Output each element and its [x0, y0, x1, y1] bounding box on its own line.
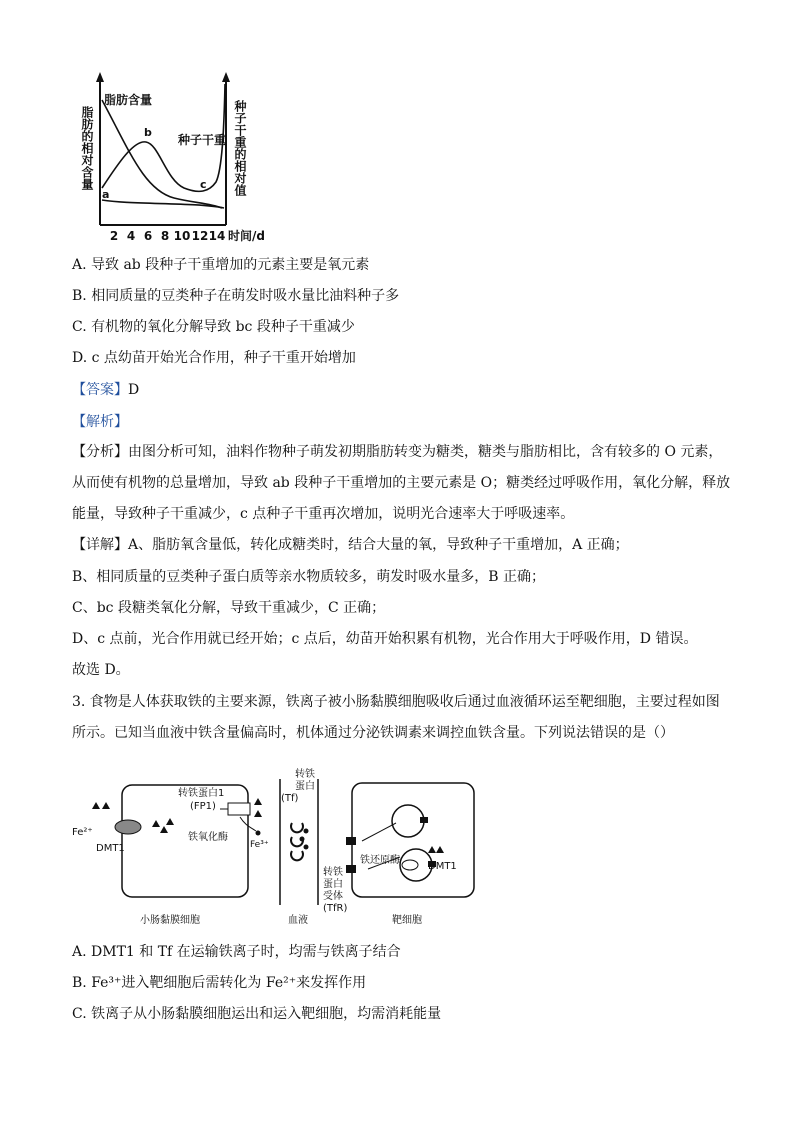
tfr-label-3: 受体 [323, 891, 343, 902]
q3-option-c: C. 铁离子从小肠黏膜细胞运出和运入靶细胞，均需消耗能量 [72, 1006, 442, 1022]
point-b: b [144, 126, 152, 139]
point-c: c [200, 178, 207, 191]
fe2-triangles-outside [92, 802, 110, 809]
x-unit: 时间/d [228, 229, 265, 243]
q3-option-a: A. DMT1 和 Tf 在运输铁离子时，均需与铁离子结合 [72, 944, 401, 960]
y-left-label: 脂肪的相对含量 [80, 106, 94, 190]
cell-left-caption: 小肠黏膜细胞 [140, 915, 200, 926]
fat-dryweight-graph [80, 70, 265, 250]
detail-line-3: C、bc 段糖类氧化分解，导致干重减少，C 正确； [72, 600, 386, 616]
intestinal-cell [122, 785, 248, 897]
fe2-triangles-inside [152, 818, 174, 833]
ferroxidase-label: 铁氧化酶 [188, 832, 228, 843]
fat-curve [102, 100, 222, 208]
conclusion: 故选 D。 [72, 662, 130, 678]
fenxi-text-1: 由图分析可知，油料作物种子萌发初期脂肪转变为糖类，糖类与脂肪相比，含有较多的 O 元素， [128, 444, 723, 460]
x-tick: 12 [191, 229, 209, 243]
detail-line-4: D、c 点前，光合作用就已经开始；c 点后，幼苗开始积累有机物，光合作用大于呼吸作用，D 错误。 [72, 631, 698, 647]
point-a: a [102, 188, 110, 201]
x-tick: 14 [208, 229, 226, 243]
fe3-dot [256, 831, 261, 836]
target-cell [352, 783, 474, 897]
analysis-para-3: 能量，导致种子干重减少，c 点种子干重再次增加，说明光合速率大于呼吸速率。 [72, 506, 575, 522]
x-tick: 8 [160, 229, 170, 243]
dry-label: 种子干重 [178, 133, 227, 147]
target-caption: 靶细胞 [392, 915, 422, 926]
dmt1-left-label: DMT1 [96, 843, 125, 854]
analysis-para-1 [72, 442, 722, 462]
x-tick-labels [110, 229, 226, 243]
fe3-label: Fe³⁺ [250, 840, 269, 850]
fp1-channel [228, 803, 250, 815]
y-axis-right-arrow [222, 72, 230, 82]
arrow-to-endosome [362, 823, 396, 841]
dmt1-right-label: DMT1 [428, 861, 457, 872]
answer-value: D [128, 382, 140, 398]
q2-option-d: D. c 点幼苗开始光合作用，种子干重开始增加 [72, 350, 356, 366]
tfr-label-1: 转铁 [323, 867, 343, 878]
tf-label-2: 蛋白 [295, 781, 315, 792]
fp1-label-1: 转铁蛋白1 [178, 788, 225, 799]
xiangjie-text-1: A、脂肪氧含量低，转化成糖类时，结合大量的氧，导致种子干重增加，A 正确； [128, 537, 629, 553]
q3-stem-2: 所示。已知当血液中铁含量偏高时，机体通过分泌铁调素来调控血铁含量。下列说法错误的是（） [72, 725, 674, 741]
reductase-blob [402, 860, 418, 870]
y-axis-left-arrow [96, 72, 104, 82]
analysis-tag: 【解析】 [72, 414, 128, 430]
fenxi-tag: 【分析】 [72, 444, 128, 460]
q2-option-a: A. 导致 ab 段种子干重增加的元素主要是氧元素 [72, 257, 370, 273]
x-tick: 4 [126, 229, 136, 243]
q2-option-c: C. 有机物的氧化分解导致 bc 段种子干重减少 [72, 319, 355, 335]
xiangjie-tag: 【详解】 [72, 537, 128, 553]
tfr-label-2: 蛋白 [323, 879, 343, 890]
detail-line-2: B、相同质量的豆类种子蛋白质等亲水物质较多，萌发时吸水量多，B 正确； [72, 569, 546, 585]
detail-line-1 [72, 535, 629, 555]
blood-caption: 血液 [288, 915, 308, 926]
analysis-para-2: 从而使有机物的总量增加，导致 ab 段种子干重增加的主要元素是 O；糖类经过呼吸作用，氧化分解，释放 [72, 475, 731, 491]
iron-transport-diagram [70, 765, 490, 930]
endosome-top [392, 805, 424, 837]
x-tick: 6 [143, 229, 153, 243]
fe2-triangles-target [428, 846, 444, 853]
tf-label-1: 转铁 [295, 769, 315, 780]
fat-label: 脂肪含量 [104, 93, 153, 107]
tfr-label-4: (TfR) [323, 903, 348, 914]
x-tick: 10 [173, 229, 191, 243]
y-right-label: 种子干重的相对值 [233, 100, 247, 196]
q3-stem-1: 3. 食物是人体获取铁的主要来源，铁离子被小肠黏膜细胞吸收后通过血液循环运至靶细胞，主要过程如图 [72, 694, 720, 710]
answer-line [72, 380, 139, 400]
tf-proteins [291, 823, 303, 860]
fp1-label-2: (FP1) [190, 801, 216, 812]
tf-label-3: (Tf) [281, 793, 299, 804]
fe2-triangles-fp1 [254, 798, 262, 817]
q3-option-b: B. Fe³⁺进入靶细胞后需转化为 Fe²⁺来发挥作用 [72, 975, 367, 991]
answer-tag: 【答案】 [72, 382, 128, 398]
x-tick: 2 [109, 229, 119, 243]
fe2-left-label: Fe²⁺ [72, 827, 93, 838]
q2-option-b: B. 相同质量的豆类种子在萌发时吸水量比油料种子多 [72, 288, 400, 304]
dmt1-transporter-left [115, 820, 141, 834]
reductase-label: 铁还原酶 [360, 855, 400, 866]
